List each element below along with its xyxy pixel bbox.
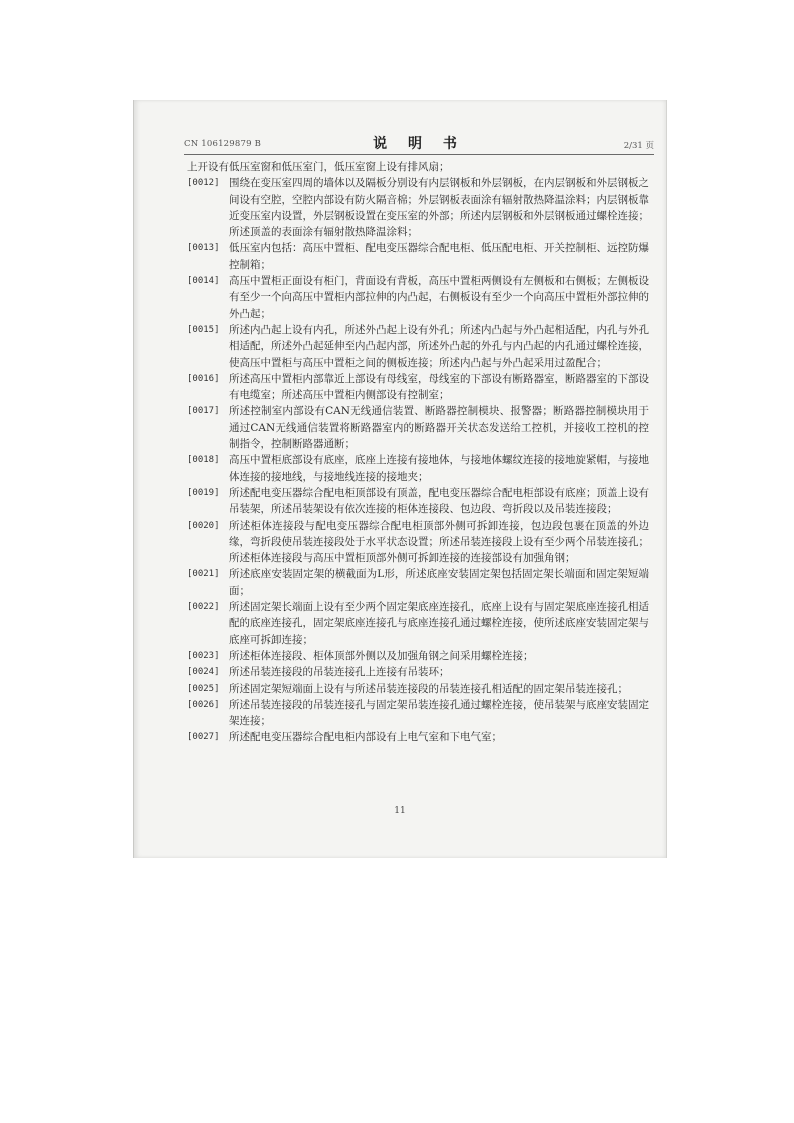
document-page <box>133 100 667 858</box>
paragraph <box>187 371 649 404</box>
paragraph <box>187 697 649 730</box>
paragraph <box>187 566 649 599</box>
paragraph-text: 所述柜体连接段、柜体顶部外侧以及加强角钢之间采用螺栓连接； <box>229 649 534 662</box>
paragraph-number: [0012] <box>187 178 220 189</box>
paragraph-number: [0015] <box>187 324 220 335</box>
paragraph <box>187 485 649 518</box>
page-number: 11 <box>394 806 406 816</box>
paragraph-number: [0024] <box>187 667 220 678</box>
paragraph <box>187 273 649 322</box>
document-body <box>187 159 649 746</box>
paragraph-text: 所述柜体连接段与配电变压器综合配电柜顶部外侧可拆卸连接，包边段包裹在顶盖的外边缘，弯折段使吊装连接段处于水平状态设置；所述吊装连接段上设有至少两个吊装连接孔；所述柜体连接段与高压中置柜顶部外侧可拆卸连接的连接部设有加强角钢； <box>229 519 649 565</box>
paragraph-text: 所述固定架短端面上设有与所述吊装连接段的吊装连接孔相适配的固定架吊装连接孔； <box>229 682 628 695</box>
paragraph-number: [0027] <box>187 732 220 743</box>
paragraph <box>187 664 649 680</box>
paragraph-number: [0017] <box>187 406 220 417</box>
paragraph-number: [0019] <box>187 487 220 498</box>
paragraph <box>187 175 649 240</box>
paragraph-text: 所述底座安装固定架的横截面为L形，所述底座安装固定架包括固定架长端面和固定架短端面； <box>229 568 649 597</box>
paragraph <box>187 681 649 697</box>
paragraph-number: [0016] <box>187 373 220 384</box>
paragraph-text: 所述固定架长端面上设有至少两个固定架底座连接孔，底座上设有与固定架底座连接孔相适配的底座连接孔，固定架底座连接孔与底座连接孔通过螺栓连接，使所述底座安装固定架与底座可拆卸连接； <box>229 601 649 646</box>
patent-number: CN 106129879 B <box>184 139 262 149</box>
paragraph-number: [0022] <box>187 602 220 613</box>
page-range: 2/31 页 <box>623 141 654 151</box>
paragraph <box>187 240 649 273</box>
paragraph-text: 所述控制室内部设有CAN无线通信装置、断路器控制模块、报警器；断路器控制模块用于通过CAN无线通信装置将断路器室内的断路器开关状态发送给工控机，并接收工控机的控制指令，控制断路器通断； <box>229 405 649 451</box>
paragraph-text: 高压中置柜底部设有底座，底座上连接有接地体，与接地体螺纹连接的接地旋紧帽，与接地体连接的接地线，与接地线连接的接地夹； <box>229 454 649 483</box>
paragraph-text: 所述配电变压器综合配电柜内部设有上电气室和下电气室； <box>229 731 502 744</box>
paragraph <box>187 403 649 452</box>
paragraph-text: 低压室内包括：高压中置柜、配电变压器综合配电柜、低压配电柜、开关控制柜、远控防爆控制箱； <box>229 242 649 271</box>
paragraph-text: 所述内凸起上设有内孔，所述外凸起上设有外孔；所述内凸起与外凸起相适配，内孔与外孔相适配，所述外凸起延伸至内凸起内部，所述外凸起的外孔与内凸起的内孔通过螺栓连接，使高压中置柜与高压中置柜之间的侧板连接；所述内凸起与外凸起采用过盈配合； <box>229 323 649 369</box>
paragraph-number: [0018] <box>187 455 220 466</box>
paragraph-text: 高压中置柜正面设有柜门，背面设有背板，高压中置柜两侧设有左侧板和右侧板；左侧板设有至少一个向高压中置柜内部拉伸的内凸起，右侧板设有至少一个向高压中置柜外部拉伸的外凸起； <box>229 275 649 320</box>
page-header <box>184 133 654 153</box>
paragraph <box>187 452 649 485</box>
paragraph-text: 围绕在变压室四周的墙体以及隔板分别设有内层钢板和外层钢板，在内层钢板和外层钢板之间设有空腔，空腔内部设有防火隔音棉；外层钢板表面涂有辐射散热降温涂料；内层钢板靠近变压室内设置，外层钢板设置在变压室的外部；所述内层钢板和外层钢板通过螺栓连接；所述顶盖的表面涂有辐射散热降温涂料； <box>229 177 649 239</box>
paragraph-number: [0026] <box>187 699 220 710</box>
paragraph-text: 所述高压中置柜内部靠近上部设有母线室，母线室的下部设有断路器室，断路器室的下部设有电缆室；所述高压中置柜内侧部设有控制室； <box>229 372 649 402</box>
paragraph-number: [0025] <box>187 683 220 694</box>
paragraph-number: [0013] <box>187 243 220 254</box>
paragraph <box>187 599 649 648</box>
paragraph <box>187 648 649 664</box>
paragraph-number: [0023] <box>187 650 220 661</box>
paragraph <box>187 518 649 567</box>
paragraph-text: 所述配电变压器综合配电柜顶部设有顶盖，配电变压器综合配电柜部设有底座；顶盖上设有吊装架，所述吊装架设有依次连接的柜体连接段、包边段、弯折段以及吊装连接段； <box>229 486 649 516</box>
paragraph <box>187 322 649 371</box>
paragraph <box>187 729 649 745</box>
paragraph-text: 所述吊装连接段的吊装连接孔与固定架吊装连接孔通过螺栓连接，使吊装架与底座安装固定架连接； <box>229 698 649 728</box>
page-title: 说 明 书 <box>373 136 465 152</box>
paragraph-text: 所述吊装连接段的吊装连接孔上连接有吊装环； <box>229 666 450 679</box>
header-divider <box>184 154 654 155</box>
paragraph-number: [0014] <box>187 276 220 287</box>
paragraph-number: [0021] <box>187 569 220 580</box>
paragraph-number: [0020] <box>187 520 220 531</box>
lead-text: 上开设有低压室窗和低压室门，低压室窗上设有排风扇； <box>187 161 450 173</box>
